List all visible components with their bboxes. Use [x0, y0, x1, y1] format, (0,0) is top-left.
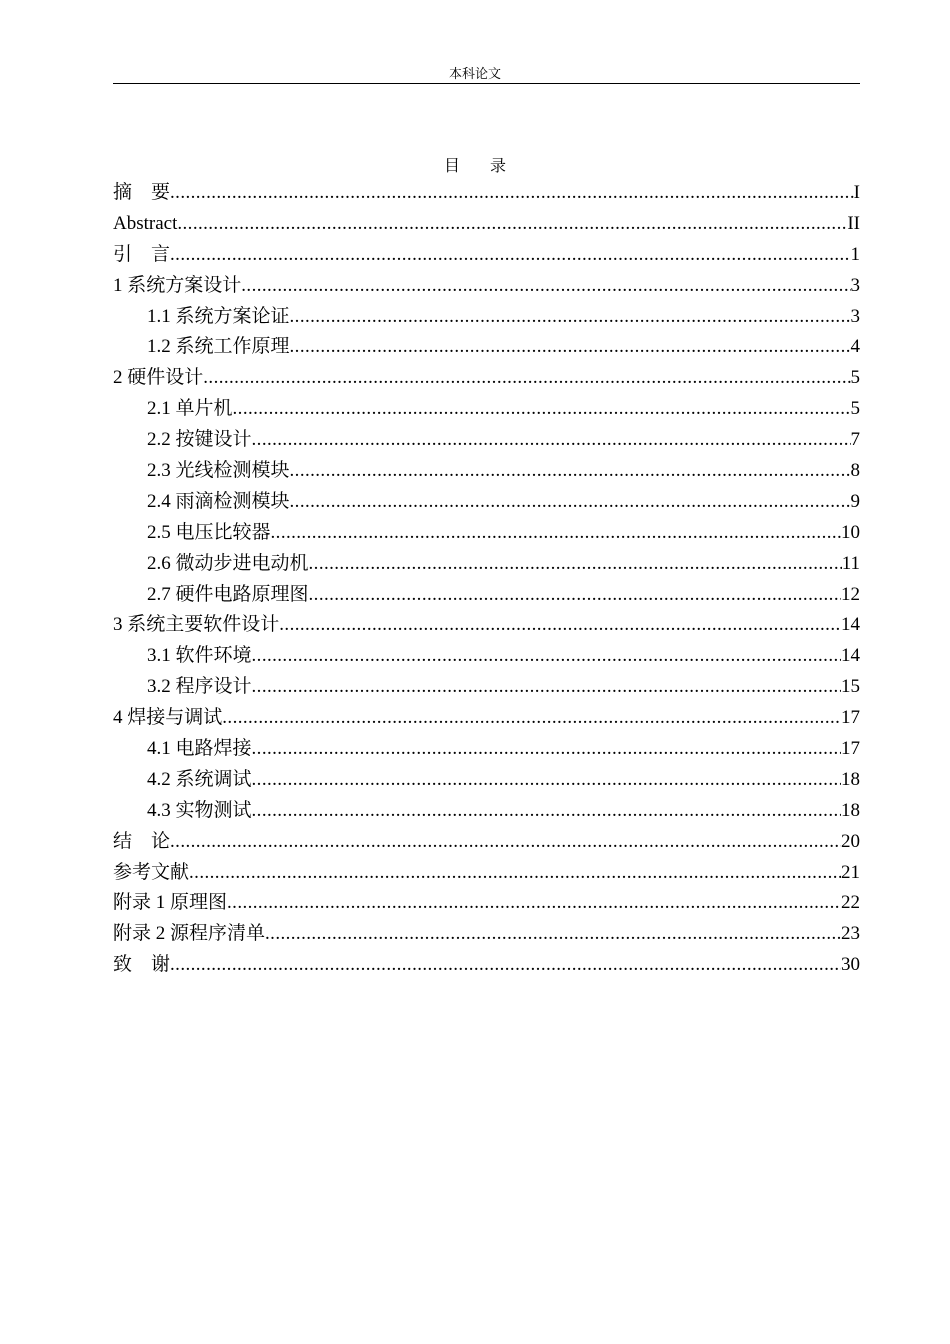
toc-entry-label: 致 谢	[113, 954, 171, 976]
toc-entry-label: 附录 1 原理图	[113, 892, 228, 914]
toc-leader-dots	[222, 703, 841, 733]
toc-entry-label: 2.7 硬件电路原理图	[147, 583, 309, 605]
toc-entry[interactable]	[113, 178, 860, 209]
toc-leader-dots	[227, 888, 841, 918]
toc-entry-label: 2.4 雨滴检测模块	[147, 490, 290, 512]
toc-entry-page-number: 9	[850, 490, 860, 512]
toc-entry-page-number: 30	[841, 954, 860, 976]
toc-entry-label: 2.6 微动步进电动机	[147, 552, 309, 574]
toc-leader-dots	[279, 610, 841, 640]
toc-entry-label: 3.2 程序设计	[147, 676, 252, 698]
page-header-title: 本科论文	[448, 66, 501, 81]
toc-entry-page-number: 8	[850, 460, 860, 482]
toc-entry-label: 4.3 实物测试	[147, 799, 252, 821]
toc-entry-label: 2.1 单片机	[147, 398, 233, 420]
toc-entry[interactable]	[113, 363, 860, 394]
toc-leader-dots	[252, 796, 841, 826]
toc-entry[interactable]	[113, 332, 860, 363]
toc-entry-page-number: 3	[850, 305, 860, 327]
toc-entry-label: 3 系统主要软件设计	[113, 614, 280, 636]
toc-entry[interactable]	[113, 734, 860, 765]
toc-entry-label: 2.2 按键设计	[147, 429, 252, 451]
toc-entry-page-number: 5	[850, 398, 860, 420]
toc-entry-label: 参考文献	[113, 861, 190, 883]
toc-entry[interactable]	[113, 271, 860, 302]
toc-entry[interactable]	[113, 487, 860, 518]
toc-entry[interactable]	[113, 827, 860, 858]
toc-entry-page-number: 15	[841, 676, 860, 698]
toc-leader-dots	[252, 425, 851, 455]
toc-entry[interactable]	[113, 888, 860, 919]
toc-leader-dots	[170, 827, 841, 857]
toc-entry-label: 3.1 软件环境	[147, 645, 252, 667]
toc-list	[113, 178, 860, 981]
toc-leader-dots	[170, 240, 850, 270]
toc-leader-dots	[177, 209, 847, 239]
toc-entry-label: 4.2 系统调试	[147, 768, 252, 790]
toc-leader-dots	[290, 332, 851, 362]
toc-entry[interactable]	[113, 919, 860, 950]
toc-leader-dots	[203, 363, 850, 393]
toc-leader-dots	[189, 858, 841, 888]
toc-leader-dots	[252, 765, 841, 795]
toc-entry-page-number: 18	[841, 768, 860, 790]
toc-leader-dots	[309, 580, 841, 610]
toc-entry[interactable]	[113, 518, 860, 549]
toc-entry-page-number: 5	[850, 367, 860, 389]
toc-entry-label: 2.5 电压比较器	[147, 521, 271, 543]
toc-leader-dots	[252, 734, 841, 764]
toc-title-left: 目	[443, 158, 460, 175]
toc-entry[interactable]	[113, 580, 860, 611]
toc-leader-dots	[290, 456, 851, 486]
toc-entry-label: 1.1 系统方案论证	[147, 305, 290, 327]
toc-entry-page-number: 14	[841, 614, 860, 636]
toc-leader-dots	[233, 394, 851, 424]
toc-leader-dots	[170, 178, 854, 208]
toc-entry[interactable]	[113, 456, 860, 487]
toc-entry[interactable]	[113, 796, 860, 827]
toc-leader-dots	[290, 302, 851, 332]
toc-title	[0, 157, 950, 177]
toc-entry-page-number: 14	[841, 645, 860, 667]
toc-entry-page-number: 21	[841, 861, 860, 883]
toc-leader-dots	[252, 641, 841, 671]
toc-entry[interactable]	[113, 950, 860, 981]
toc-entry-label: 2.3 光线检测模块	[147, 460, 290, 482]
toc-entry-page-number: 17	[841, 738, 860, 760]
toc-entry[interactable]	[113, 703, 860, 734]
toc-entry-page-number: 20	[841, 830, 860, 852]
toc-entry-label: 附录 2 源程序清单	[113, 923, 266, 945]
toc-leader-dots	[265, 919, 841, 949]
toc-entry-label: 摘 要	[113, 182, 171, 203]
toc-entry[interactable]	[113, 425, 860, 456]
toc-entry[interactable]	[113, 549, 860, 580]
toc-entry-label: 结 论	[113, 830, 171, 852]
toc-leader-dots	[170, 950, 841, 980]
toc-entry-page-number: 4	[850, 336, 860, 358]
toc-leader-dots	[241, 271, 850, 301]
toc-entry-page-number: 7	[850, 429, 860, 451]
toc-leader-dots	[252, 672, 841, 702]
toc-entry[interactable]	[113, 765, 860, 796]
toc-leader-dots	[290, 487, 851, 517]
header-rule	[113, 83, 860, 84]
toc-entry-page-number: 12	[841, 583, 860, 605]
toc-entry[interactable]	[113, 209, 860, 240]
toc-entry-label: 1 系统方案设计	[113, 274, 242, 296]
toc-entry-page-number: 23	[841, 923, 860, 945]
toc-entry[interactable]	[113, 858, 860, 889]
toc-entry[interactable]	[113, 302, 860, 333]
toc-entry-label: 1.2 系统工作原理	[147, 336, 290, 358]
toc-entry[interactable]	[113, 641, 860, 672]
toc-entry-label: 引 言	[113, 243, 171, 265]
toc-entry[interactable]	[113, 610, 860, 641]
toc-entry-page-number: I	[853, 182, 860, 203]
toc-leader-dots	[309, 549, 842, 579]
toc-leader-dots	[271, 518, 841, 548]
toc-entry-page-number: II	[847, 212, 860, 234]
toc-entry-page-number: 1	[850, 243, 860, 265]
toc-title-right: 录	[490, 158, 507, 175]
toc-entry[interactable]	[113, 672, 860, 703]
toc-entry-label: 4.1 电路焊接	[147, 738, 252, 760]
toc-entry-page-number: 11	[841, 552, 860, 574]
toc-entry[interactable]	[113, 240, 860, 271]
toc-entry[interactable]	[113, 394, 860, 425]
toc-entry-page-number: 3	[850, 274, 860, 296]
toc-entry-page-number: 18	[841, 799, 860, 821]
toc-entry-page-number: 10	[841, 521, 860, 543]
toc-entry-page-number: 17	[841, 707, 860, 729]
toc-entry-label: 2 硬件设计	[113, 367, 204, 389]
toc-entry-label: Abstract	[113, 212, 178, 234]
toc-entry-label: 4 焊接与调试	[113, 707, 223, 729]
toc-entry-page-number: 22	[841, 892, 860, 914]
